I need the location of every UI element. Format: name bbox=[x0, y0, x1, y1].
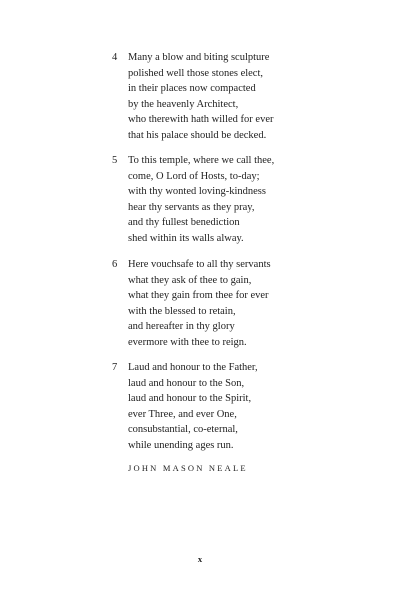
verse-line: polished well those stones elect, bbox=[128, 67, 264, 79]
stanza-number: 5 bbox=[112, 155, 118, 166]
stanza-number: 6 bbox=[112, 259, 118, 270]
verse-line: in their places now compacted bbox=[128, 83, 256, 95]
verse-line: Many a blow and biting sculpture bbox=[128, 52, 270, 63]
verse-line: and hereafter in thy glory bbox=[128, 321, 235, 333]
verse-line: laud and honour to the Son, bbox=[128, 377, 245, 389]
verse-line: by the heavenly Architect, bbox=[128, 98, 239, 110]
stanza-lines bbox=[128, 153, 274, 247]
verse-line: laud and honour to the Spirit, bbox=[128, 393, 252, 405]
verse-line: with thy wonted loving-kindness bbox=[128, 186, 266, 198]
stanza-lines bbox=[128, 257, 271, 351]
verse-line: that his palace should be decked. bbox=[128, 129, 267, 141]
page-number: x bbox=[197, 554, 203, 564]
stanza-lines bbox=[128, 50, 274, 144]
verse-line: what they ask of thee to gain, bbox=[128, 274, 252, 286]
verse-line: shed within its walls alway. bbox=[128, 232, 244, 244]
verse-line: and thy fullest benediction bbox=[128, 217, 240, 229]
verse-line: ever Three, and ever One, bbox=[128, 408, 237, 420]
author-name: JOHN MASON NEALE bbox=[128, 463, 248, 473]
stanza-number: 4 bbox=[112, 52, 118, 63]
verse-line: consubstantial, co-eternal, bbox=[128, 424, 238, 436]
verse-line: evermore with thee to reign. bbox=[128, 336, 247, 348]
verse-line: Laud and honour to the Father, bbox=[128, 362, 258, 373]
verse-line: with the blessed to retain, bbox=[128, 305, 236, 317]
verse-line: who therewith hath willed for ever bbox=[128, 114, 274, 126]
verse-line: To this temple, where we call thee, bbox=[128, 155, 275, 166]
verse-line: what they gain from thee for ever bbox=[128, 290, 269, 302]
stanza-number: 7 bbox=[112, 362, 118, 373]
verse-line: while unending ages run. bbox=[128, 439, 234, 451]
stanza-lines bbox=[128, 360, 258, 454]
verse-line: Here vouchsafe to all thy servants bbox=[128, 259, 271, 270]
verse-line: come, O Lord of Hosts, to-day; bbox=[128, 170, 260, 182]
verse-line: hear thy servants as they pray, bbox=[128, 201, 255, 213]
